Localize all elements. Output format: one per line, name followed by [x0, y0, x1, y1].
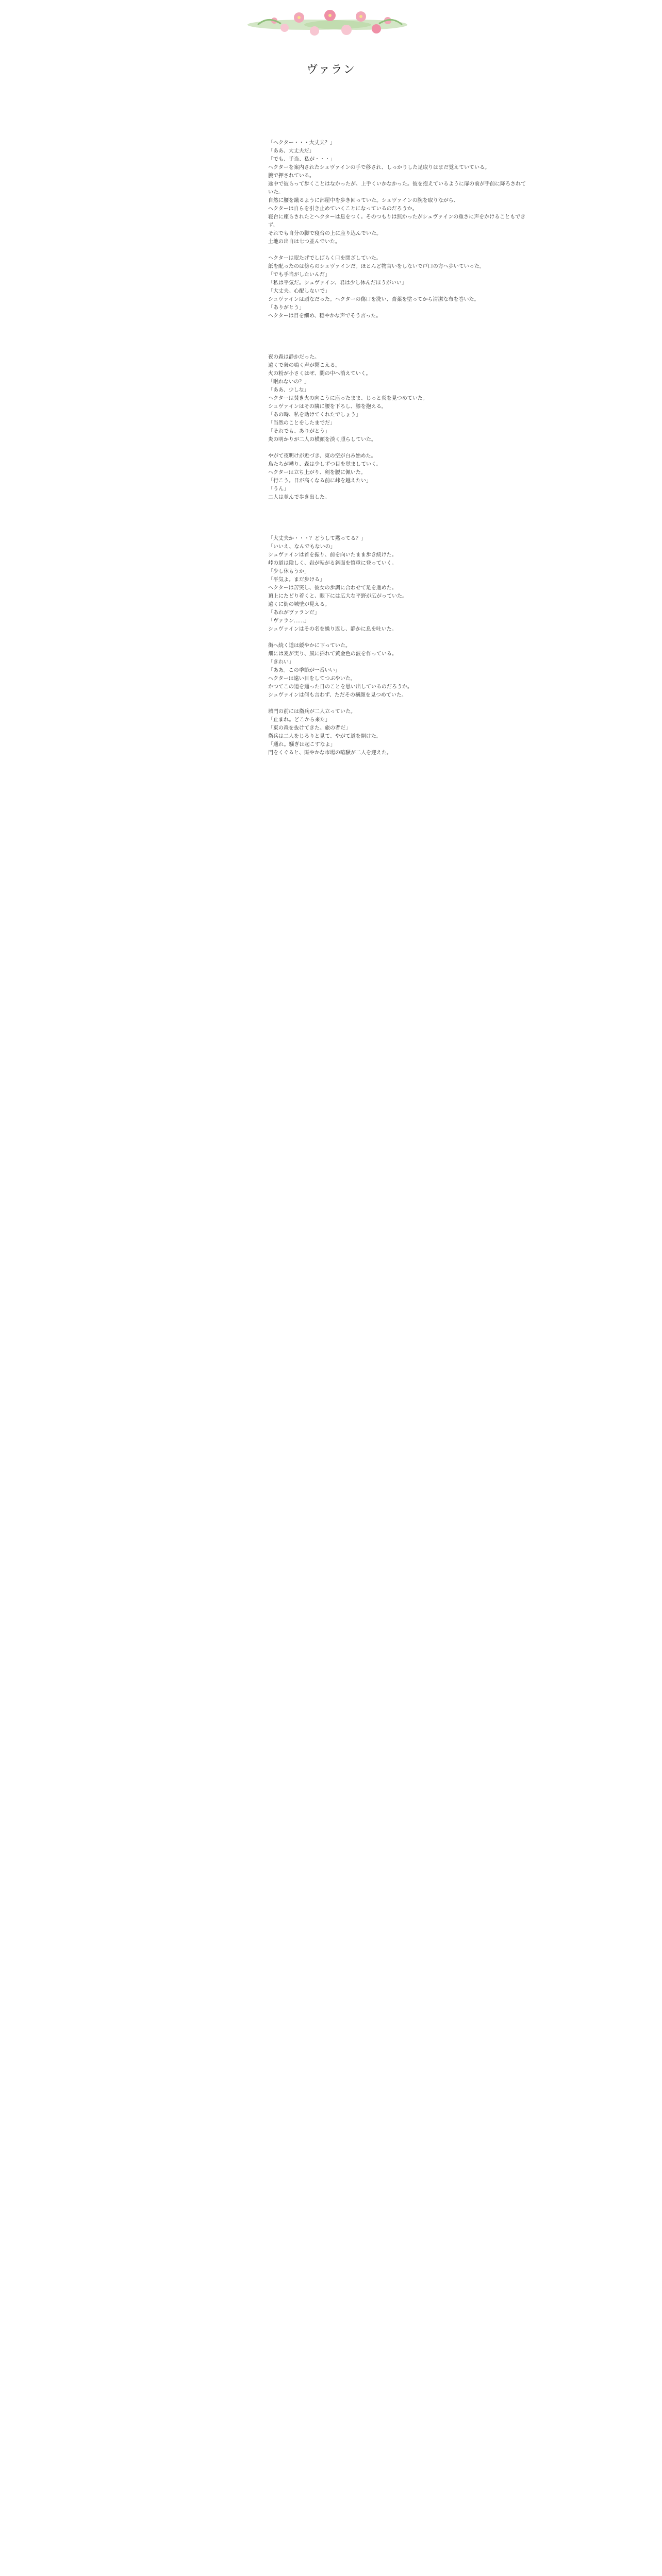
paragraph: 「でも、手当、私が・・・」 — [268, 157, 335, 162]
paragraph: 「ああ。この季節が一番いい」 — [268, 668, 340, 673]
paragraph: 「ああ、少しな」 — [268, 387, 309, 393]
paragraph: 「大丈夫か・・・？どうして黙ってる？」 — [268, 536, 366, 541]
paragraph: 火の粉が小さくはぜ、闇の中へ消えていく。 — [268, 371, 371, 377]
paragraph: 畑には麦が実り、風に揺れて黄金色の波を作っている。 — [268, 651, 397, 657]
paragraph: 「平気よ。まだ歩ける」 — [268, 577, 325, 583]
floral-header-banner — [0, 0, 662, 49]
paragraph: 土地の出自は七つ並んでいた。 — [268, 239, 340, 245]
story-section — [268, 535, 526, 757]
paragraph: 「ああ、大丈夫だ」 — [268, 148, 315, 154]
paragraph: 「私は平気だ。シュヴァイン、君は少し休んだほうがいい」 — [268, 280, 407, 286]
paragraph: 自然に腰を蹴るように部屋中を歩き回っていた。シュヴァインの腕を取りながら、 — [268, 198, 459, 204]
paragraph: 「ありがとう」 — [268, 305, 304, 311]
paragraph: シュヴァインは首を振り、前を向いたまま歩き続けた。 — [268, 552, 397, 558]
paragraph: 遠くで梟の鳴く声が聞こえる。 — [268, 363, 340, 368]
story-section — [268, 353, 526, 502]
story-body — [268, 139, 526, 790]
paragraph: 「眠れないの？」 — [268, 379, 309, 385]
paragraph: ヘクターは目を細め、穏やかな声でそう言った。 — [268, 313, 382, 319]
paragraph — [268, 700, 526, 708]
paragraph: ヘクターを案内されたシュヴァインの手で移され、しっかりした足取りはまだ覚えていている。 — [268, 165, 490, 171]
paragraph: 「きれい」 — [268, 659, 294, 665]
paragraph: 「うん」 — [268, 486, 289, 492]
paragraph: 紙を配ったのは傍らのシュヴァインだ。ほとんど物言いをしないで戸口の方へ歩いていった。 — [268, 264, 485, 269]
paragraph: 「あの時、私を助けてくれたでしょう」 — [268, 412, 361, 418]
paragraph: 遠くに街の城壁が見える。 — [268, 602, 330, 607]
paragraph: ヘクターは立ち上がり、剣を腰に佩いた。 — [268, 470, 366, 476]
paragraph: シュヴァインは頑なだった。ヘクターの傷口を洗い、膏薬を塗ってから清潔な布を巻いた。 — [268, 297, 479, 302]
paragraph: シュヴァインは何も言わず、ただその横顔を見つめていた。 — [268, 692, 407, 698]
paragraph: 門をくぐると、賑やかな市場の喧騒が二人を迎えた。 — [268, 750, 392, 756]
paragraph: やがて夜明けが近づき、東の空が白み始めた。 — [268, 453, 376, 459]
paragraph: それでも自分の脚で寝台の上に座り込んでいた。 — [268, 231, 382, 236]
paragraph: 鳥たちが囀り、森は少しずつ目を覚ましていく。 — [268, 462, 382, 467]
page-title: ヴァラン — [306, 63, 356, 76]
paragraph: 「ヴァラン……」 — [268, 618, 309, 624]
paragraph: 峠の道は険しく、岩が転がる斜面を慎重に登っていく。 — [268, 561, 397, 566]
paragraph: 「大丈夫。心配しないで」 — [268, 289, 330, 294]
paragraph — [268, 246, 526, 255]
paragraph: 「ヘクター・・・大丈夫？」 — [268, 140, 335, 146]
paragraph: 寝台に座らされたとヘクターは息をつく。そのつもりは無かったがシュヴァインの重さに声をかけることもできず、 — [268, 214, 526, 228]
paragraph: ヘクターは自らを引き止めていくことになっているのだろうか。 — [268, 206, 418, 212]
paragraph: 頂上にたどり着くと、眼下には広大な平野が広がっていた。 — [268, 594, 407, 599]
paragraph: ヘクターは苦笑し、彼女の歩調に合わせて足を進めた。 — [268, 585, 397, 591]
paragraph: シュヴァインはその名を繰り返し、静かに息を吐いた。 — [268, 626, 397, 632]
paragraph: 炎の明かりが二人の横顔を淡く照らしていた。 — [268, 437, 376, 443]
paragraph: 「当然のことをしたまでだ」 — [268, 420, 335, 426]
paragraph: ヘクターは眠たげでしばらく口を閉ざしていた。 — [268, 256, 382, 261]
paragraph — [268, 634, 526, 642]
paragraph: 「東の森を抜けてきた。旅の者だ」 — [268, 725, 351, 731]
paragraph: 「少し休もうか」 — [268, 569, 309, 574]
paragraph: 二人は並んで歩き出した。 — [268, 495, 330, 500]
paragraph: 夜の森は静かだった。 — [268, 354, 320, 360]
paragraph: 街へ続く道は緩やかに下っていた。 — [268, 643, 351, 649]
paragraph: 途中で彼らって歩くことはなかったが、上手くいかなかった。彼を抱えているように扉の前が手前に降ろされていた。 — [268, 181, 526, 195]
story-section — [268, 139, 526, 320]
paragraph: 「止まれ。どこから来た」 — [268, 717, 330, 723]
paragraph — [268, 444, 526, 452]
paragraph: ヘクターは遠い目をしてつぶやいた。 — [268, 676, 356, 682]
paragraph: 城門の前には衛兵が二人立っていた。 — [268, 709, 356, 715]
paragraph: 「あれがヴァランだ」 — [268, 610, 320, 616]
paragraph: 「それでも、ありがとう」 — [268, 429, 330, 434]
paragraph: 「でも手当がしたいんだ」 — [268, 272, 330, 278]
paragraph: 「通れ。騒ぎは起こすなよ」 — [268, 742, 336, 748]
paragraph: シュヴァインはその隣に腰を下ろし、膝を抱える。 — [268, 404, 387, 410]
paragraph: ヘクターは焚き火の向こうに座ったまま、じっと炎を見つめていた。 — [268, 396, 428, 401]
paragraph: 衛兵は二人をじろりと見て、やがて道を開けた。 — [268, 734, 382, 739]
floral-ornament — [247, 10, 407, 36]
paragraph: 「行こう。日が高くなる前に峠を越えたい」 — [268, 478, 371, 484]
paragraph: 腕で押されている。 — [268, 173, 315, 179]
paragraph: 「いいえ、なんでもないの」 — [268, 544, 336, 550]
paragraph: かつてこの道を通った日のことを思い出しているのだろうか。 — [268, 684, 412, 690]
